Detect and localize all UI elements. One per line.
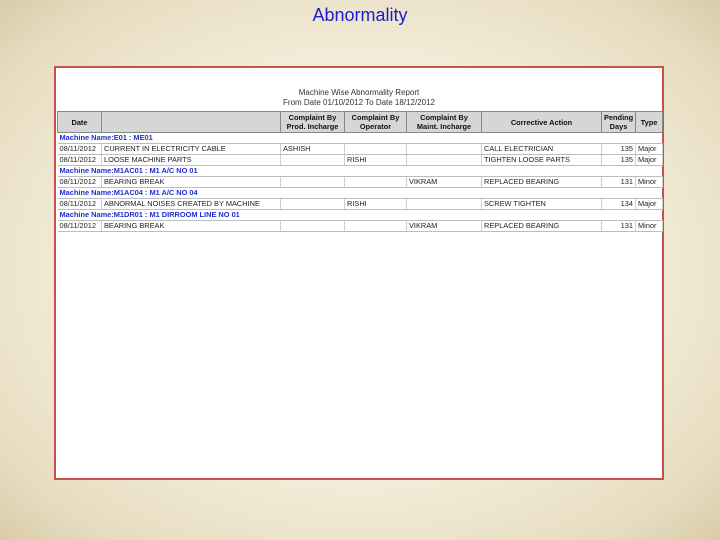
- cell-maint: [407, 144, 482, 155]
- table-row: [58, 221, 663, 232]
- cell-action: CALL ELECTRICIAN: [482, 144, 602, 155]
- header-date: Date: [58, 112, 102, 133]
- machine-group-label: Machine Name:E01 : ME01: [58, 133, 663, 144]
- cell-op: [345, 221, 407, 232]
- cell-date: 08/11/2012: [58, 177, 102, 188]
- cell-type: Major: [636, 144, 663, 155]
- table-header-row: [58, 112, 663, 133]
- header-prod-incharge: [281, 112, 345, 133]
- table-row: [58, 155, 663, 166]
- cell-type: Minor: [636, 177, 663, 188]
- cell-prod: [281, 177, 345, 188]
- machine-group-label: Machine Name:M1DR01 : M1 DIRROOM LINE NO 01: [58, 210, 663, 221]
- cell-prod: ASHISH: [281, 144, 345, 155]
- group-row: [58, 210, 663, 221]
- report-frame: [54, 66, 664, 480]
- cell-date: 08/11/2012: [58, 221, 102, 232]
- header-pending-days: [602, 112, 636, 133]
- header-pending-bottom: Days: [609, 122, 628, 131]
- cell-abnormality: CURRENT IN ELECTRICITY CABLE: [102, 144, 281, 155]
- cell-type: Minor: [636, 221, 663, 232]
- cell-abnormality: BEARING BREAK: [102, 177, 281, 188]
- cell-date: 08/11/2012: [58, 155, 102, 166]
- header-maint-incharge: [407, 112, 482, 133]
- cell-maint: VIKRAM: [407, 177, 482, 188]
- cell-type: Major: [636, 155, 663, 166]
- cell-abnormality: BEARING BREAK: [102, 221, 281, 232]
- cell-date: 08/11/2012: [58, 144, 102, 155]
- header-op-bottom: Operator: [359, 122, 392, 131]
- cell-op: RISHI: [345, 199, 407, 210]
- table-row: [58, 199, 663, 210]
- cell-maint: [407, 199, 482, 210]
- abnormality-table: [57, 111, 663, 232]
- cell-days: 135: [602, 144, 636, 155]
- report-title: Machine Wise Abnormality Report: [298, 88, 420, 97]
- header-abnormality: [102, 112, 281, 133]
- cell-action: TIGHTEN LOOSE PARTS: [482, 155, 602, 166]
- group-row: [58, 188, 663, 199]
- cell-prod: [281, 221, 345, 232]
- cell-abnormality: LOOSE MACHINE PARTS: [102, 155, 281, 166]
- header-pending-top: Pending: [604, 113, 634, 122]
- header-operator: [345, 112, 407, 133]
- header-maint-bottom: Maint. Incharge: [416, 122, 472, 131]
- cell-action: SCREW TIGHTEN: [482, 199, 602, 210]
- header-prod-bottom: Prod. Incharge: [286, 122, 339, 131]
- cell-date: 08/11/2012: [58, 199, 102, 210]
- cell-maint: VIKRAM: [407, 221, 482, 232]
- cell-maint: [407, 155, 482, 166]
- table-row: [58, 177, 663, 188]
- cell-days: 131: [602, 221, 636, 232]
- header-corrective-action: Corrective Action: [482, 112, 602, 133]
- group-row: [58, 133, 663, 144]
- cell-op: [345, 177, 407, 188]
- header-type: Type: [636, 112, 663, 133]
- cell-action: REPLACED BEARING: [482, 177, 602, 188]
- header-prod-top: Complaint By: [288, 113, 337, 122]
- machine-group-label: Machine Name:M1AC01 : M1 A/C NO 01: [58, 166, 663, 177]
- report-date-range: From Date 01/10/2012 To Date 18/12/2012: [283, 98, 435, 107]
- slide-title: Abnormality: [312, 5, 408, 25]
- cell-type: Major: [636, 199, 663, 210]
- group-row: [58, 166, 663, 177]
- cell-days: 131: [602, 177, 636, 188]
- cell-days: 135: [602, 155, 636, 166]
- cell-prod: [281, 199, 345, 210]
- cell-prod: [281, 155, 345, 166]
- cell-days: 134: [602, 199, 636, 210]
- header-op-top: Complaint By: [351, 113, 400, 122]
- cell-action: REPLACED BEARING: [482, 221, 602, 232]
- cell-op: RISHI: [345, 155, 407, 166]
- machine-group-label: Machine Name:M1AC04 : M1 A/C NO 04: [58, 188, 663, 199]
- cell-op: [345, 144, 407, 155]
- cell-abnormality: ABNORMAL NOISES CREATED BY MACHINE: [102, 199, 281, 210]
- table-row: [58, 144, 663, 155]
- header-maint-top: Complaint By: [420, 113, 468, 122]
